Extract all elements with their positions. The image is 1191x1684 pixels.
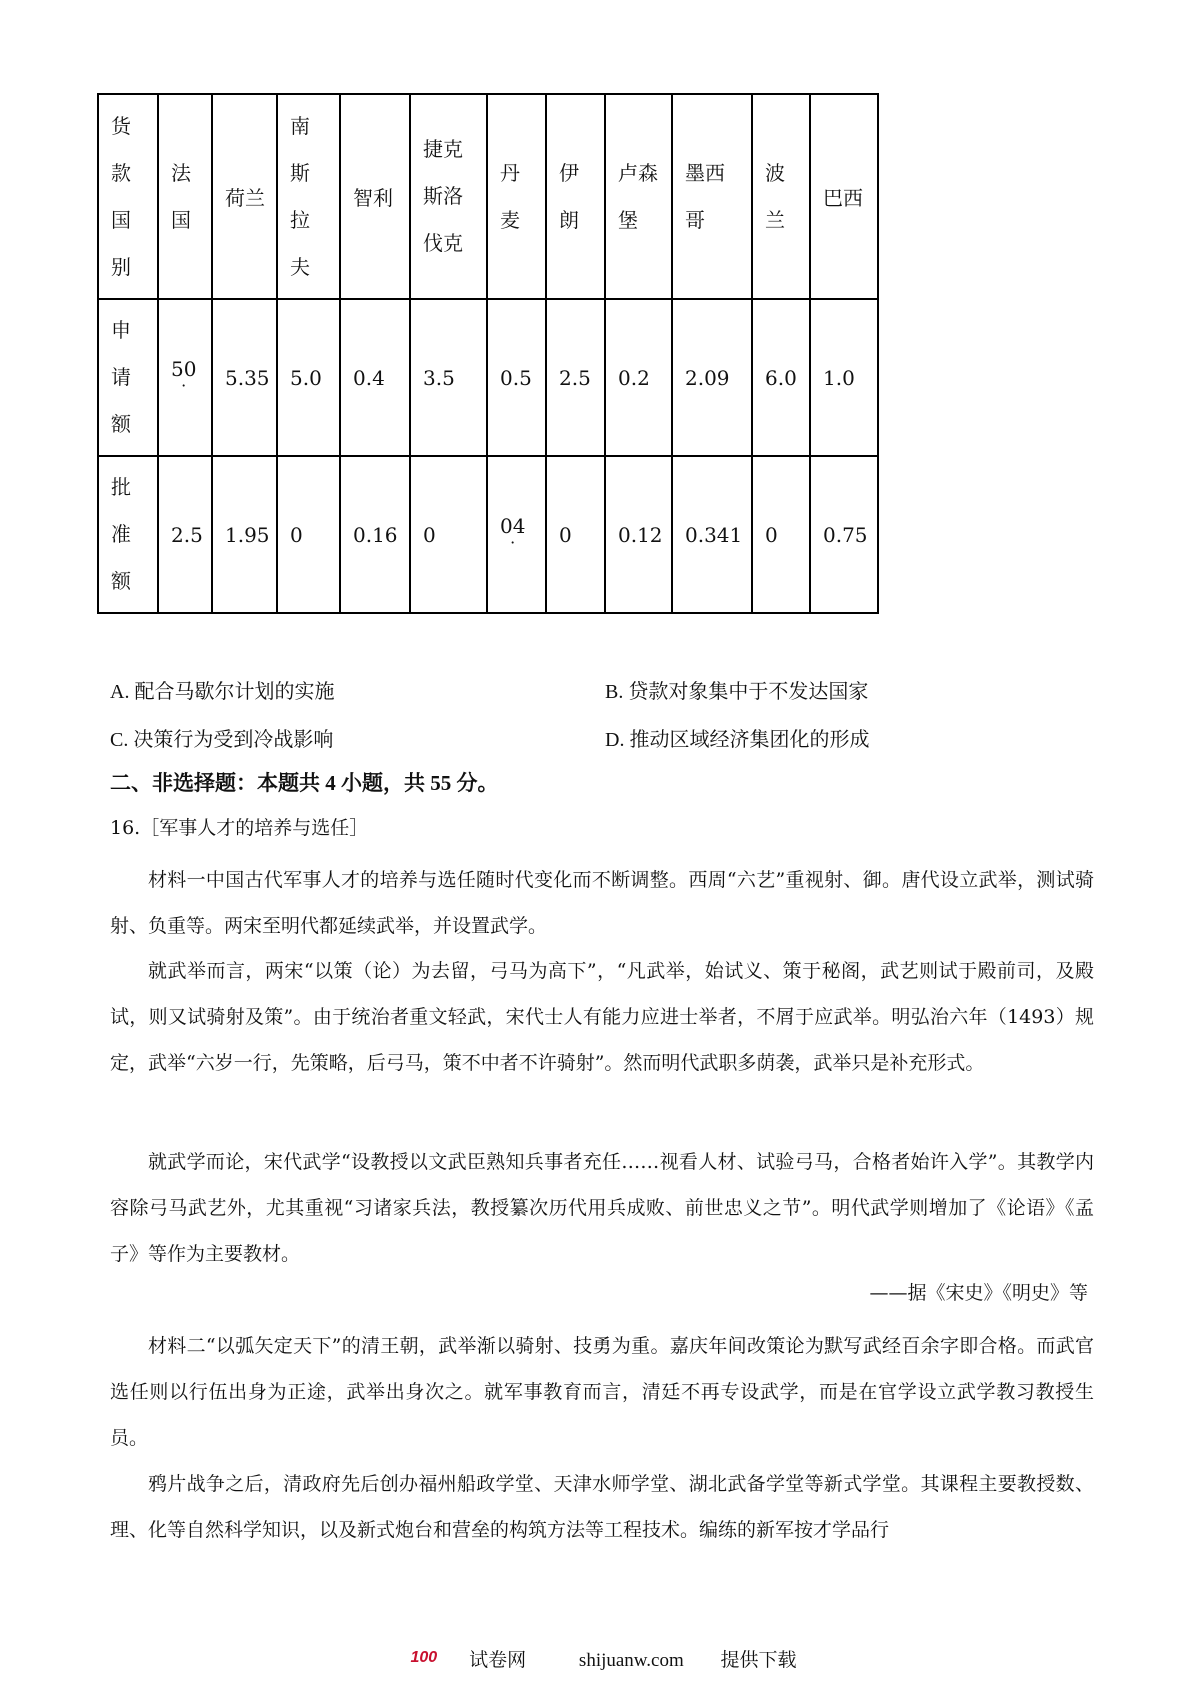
- table-cell: 2.5: [158, 456, 212, 613]
- table-cell: 0: [752, 456, 810, 613]
- table-cell: 0: [410, 456, 487, 613]
- table-cell: 5.35: [212, 299, 277, 456]
- source-citation: ——据《宋史》《明史》等: [869, 1282, 1088, 1304]
- decimal-dot: ·: [510, 533, 516, 552]
- option-b: B. 贷款对象集中于不发达国家: [605, 681, 869, 703]
- table-header-cell: 巴西: [810, 94, 878, 299]
- table-header-cell: 南斯拉夫: [277, 94, 340, 299]
- material-paragraph: 材料一中国古代军事人才的培养与选任随时代变化而不断调整。西周“六艺”重视射、御。唐代设立武举，测试骑射、负重等。两宋至明代都延续武举，并设置武学。: [110, 869, 1094, 937]
- table-row-approved: [98, 456, 878, 613]
- table-cell: 0.4: [340, 299, 410, 456]
- table-row-applied: [98, 299, 878, 456]
- table-header-cell: 捷克斯洛伐克: [410, 94, 487, 299]
- table-header-cell: 丹麦: [487, 94, 546, 299]
- table-cell: 2.5: [546, 299, 605, 456]
- table-cell: 0.12: [605, 456, 672, 613]
- table-header-cell: 智利: [340, 94, 410, 299]
- table-header-row: [98, 94, 878, 299]
- table-cell: 2.09: [672, 299, 752, 456]
- table-cell: 0.75: [810, 456, 878, 613]
- footer-url[interactable]: shijuanw.com: [578, 1650, 684, 1671]
- table-header-cell: 货款国别: [98, 94, 158, 299]
- section-title: 二、非选择题：本题共 4 小题，共 55 分。: [110, 771, 499, 795]
- table-cell: 5.0: [277, 299, 340, 456]
- table-cell: 1.0: [810, 299, 878, 456]
- logo-icon: 100: [410, 1649, 438, 1666]
- table-cell: 3.5: [410, 299, 487, 456]
- table-header-cell: 波兰: [752, 94, 810, 299]
- table-cell: [158, 299, 212, 456]
- table-row-label: 批准额: [98, 456, 158, 613]
- option-c: C. 决策行为受到冷战影响: [110, 729, 334, 751]
- table-cell: 0.5: [487, 299, 546, 456]
- table-cell: 0.341: [672, 456, 752, 613]
- table-row-label: 申请额: [98, 299, 158, 456]
- table-header-cell: 伊朗: [546, 94, 605, 299]
- option-d: D. 推动区域经济集团化的形成: [605, 729, 870, 751]
- material-paragraph: 就武学而论，宋代武学“设教授以文武臣熟知兵事者充任……视看人材、试验弓马，合格者始许入学”。其教学内容除弓马武艺外，尤其重视“习诸家兵法，教授纂次历代用兵成败、前世忠义之节”。明代武学则增加了《论语》《孟子》等作为主要教材。: [110, 1151, 1094, 1265]
- footer-logo[interactable]: $^{100}$ 试卷网: [410, 1649, 527, 1671]
- stacked-value: 04 ·: [500, 514, 526, 552]
- table-header-cell: 法国: [158, 94, 212, 299]
- table-header-cell: 荷兰: [212, 94, 277, 299]
- table-cell: 0.2: [605, 299, 672, 456]
- table-header-cell: 卢森堡: [605, 94, 672, 299]
- stacked-value: 50 ·: [171, 357, 197, 395]
- loan-table: [97, 93, 879, 614]
- table-cell: 0.16: [340, 456, 410, 613]
- material-paragraph: 就武举而言，两宋“以策（论）为去留，弓马为高下”，“凡武举，始试义、策于秘阁，武艺则试于殿前司，及殿试，则又试骑射及策”。由于统治者重文轻武，宋代士人有能力应进士举者，不屑于应武举。明弘治六年（1493）规定，武举“六岁一行，先策略，后弓马，策不中者不许骑射”。然而明代武职多荫袭，武举只是补充形式。: [110, 960, 1094, 1074]
- table-cell: 6.0: [752, 299, 810, 456]
- material-paragraph: 材料二“以弧矢定天下”的清王朝，武举渐以骑射、技勇为重。嘉庆年间改策论为默写武经百余字即合格。而武官选任则以行伍出身为正途，武举出身次之。就军事教育而言，清廷不再专设武学，而是在官学设立武学教习教授生员。: [110, 1335, 1094, 1449]
- table-header-cell: 墨西哥: [672, 94, 752, 299]
- table-cell: 0: [277, 456, 340, 613]
- question-title: 16.［军事人才的培养与选任］: [110, 817, 369, 839]
- table-cell: [487, 456, 546, 613]
- option-a: A. 配合马歇尔计划的实施: [110, 681, 335, 703]
- decimal-dot: ·: [181, 376, 187, 395]
- footer: [0, 1645, 1191, 1672]
- footer-note: 提供下载: [720, 1650, 797, 1671]
- table-cell: 0: [546, 456, 605, 613]
- table-cell: 1.95: [212, 456, 277, 613]
- material-paragraph: 鸦片战争之后，清政府先后创办福州船政学堂、天津水师学堂、湖北武备学堂等新式学堂。其课程主要教授数、理、化等自然科学知识，以及新式炮台和营垒的构筑方法等工程技术。编练的新军按才学品行: [110, 1473, 1094, 1541]
